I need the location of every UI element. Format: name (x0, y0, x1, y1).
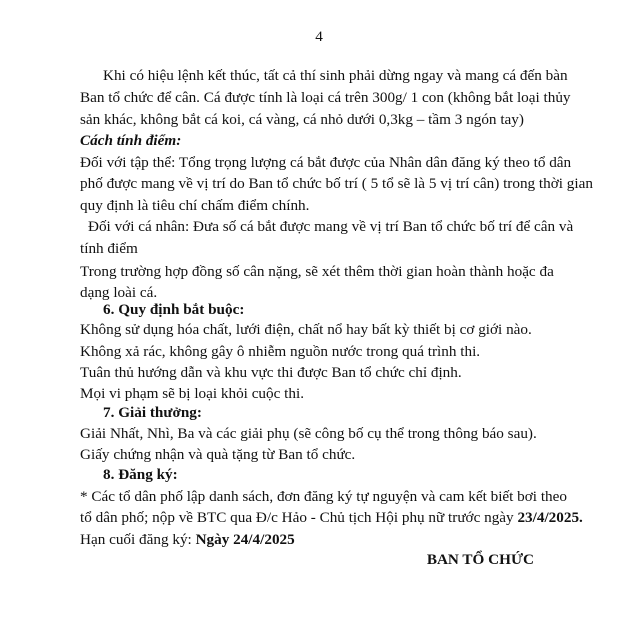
rule-1: Không sử dụng hóa chất, lưới điện, chất nổ hay bất kỳ thiết bị cơ giới nào. (80, 321, 532, 338)
section-6-heading: 6. Quy định bắt buộc: (103, 301, 245, 318)
deadline-line (80, 530, 295, 550)
collective-line-2: phố được mang về vị trí do Ban tổ chức bố trí ( 5 tổ sẽ là 5 vị trí cân) trong thời gian (80, 175, 593, 192)
prize-1: Giải Nhất, Nhì, Ba và các giải phụ (sẽ công bố cụ thể trong thông báo sau). (80, 425, 537, 442)
collective-line-1: Đối với tập thể: Tổng trọng lượng cá bắt được của Nhân dân đăng ký theo tổ dân (80, 154, 572, 171)
deadline-value: Ngày 24/4/2025 (195, 531, 295, 548)
section-8-heading: 8. Đăng ký: (103, 466, 178, 483)
individual-line-2: tính điểm (80, 240, 138, 257)
tie-line-2: dạng loài cá. (80, 284, 158, 301)
collective-line-3: quy định là tiêu chí chấm điểm chính. (80, 197, 310, 214)
prize-2: Giấy chứng nhận và quà tặng từ Ban tổ chức. (80, 446, 356, 463)
rule-3: Tuân thủ hướng dẫn và khu vực thi được Ban tổ chức chỉ định. (80, 364, 462, 381)
deadline-label: Hạn cuối đăng ký: (80, 531, 196, 548)
submission-date: 23/4/2025. (517, 509, 583, 526)
registration-line-1: * Các tổ dân phố lập danh sách, đơn đăng ký tự nguyện và cam kết biết bơi theo (80, 488, 567, 505)
scoring-heading: Cách tính điểm: (80, 132, 182, 149)
intro-line-2: Ban tổ chức để cân. Cá được tính là loại cá trên 300g/ 1 con (không bắt loại thủy (80, 89, 571, 106)
section-7-heading: 7. Giải thưởng: (103, 404, 202, 421)
signature-block: BAN TỔ CHỨC (426, 551, 534, 568)
registration-line-2 (80, 508, 583, 528)
page-number: 4 (315, 28, 323, 45)
rule-2: Không xả rác, không gây ô nhiễm nguồn nước trong quá trình thi. (80, 343, 481, 360)
registration-text: tổ dân phố; nộp về BTC qua Đ/c Hảo - Chủ tịch Hội phụ nữ trước ngày (80, 509, 518, 526)
individual-line-1: Đối với cá nhân: Đưa số cá bắt được mang về vị trí Ban tổ chức bố trí để cân và (88, 218, 574, 235)
intro-line-1: Khi có hiệu lệnh kết thúc, tất cả thí sinh phải dừng ngay và mang cá đến bàn (103, 67, 568, 84)
intro-line-3: sản khác, không bắt cá koi, cá vàng, cá nhỏ dưới 0,3kg – tầm 3 ngón tay) (80, 111, 524, 128)
tie-line-1: Trong trường hợp đồng số cân nặng, sẽ xét thêm thời gian hoàn thành hoặc đa (80, 263, 554, 280)
rule-4: Mọi vi phạm sẽ bị loại khỏi cuộc thi. (80, 385, 304, 402)
